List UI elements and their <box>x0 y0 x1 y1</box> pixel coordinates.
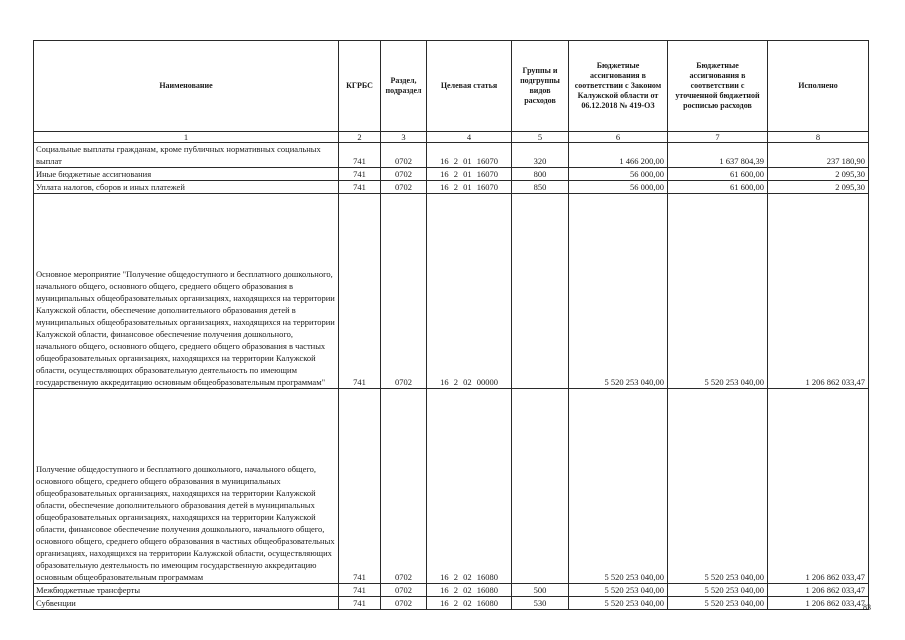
row-kgrbs: 741 <box>339 143 381 168</box>
column-number: 6 <box>569 132 668 143</box>
row-executed: 1 206 862 033,47 <box>768 597 869 610</box>
column-number: 1 <box>34 132 339 143</box>
table-row <box>34 181 869 194</box>
column-number: 2 <box>339 132 381 143</box>
row-law: 1 466 200,00 <box>569 143 668 168</box>
row-group: 800 <box>512 168 569 181</box>
table-row <box>34 194 869 389</box>
row-executed: 2 095,30 <box>768 181 869 194</box>
row-law: 5 520 253 040,00 <box>569 194 668 389</box>
row-refined: 5 520 253 040,00 <box>668 389 768 584</box>
column-number: 4 <box>427 132 512 143</box>
row-kgrbs: 741 <box>339 168 381 181</box>
header-refined: Бюджетные ассигнования в соответствии с уточненной бюджетной росписью расходов <box>668 41 768 132</box>
row-target: 16 2 02 16080 <box>427 597 512 610</box>
row-target: 16 2 02 00000 <box>427 194 512 389</box>
row-executed: 1 206 862 033,47 <box>768 584 869 597</box>
row-name: Социальные выплаты гражданам, кроме публичных нормативных социальных выплат <box>34 143 339 168</box>
column-number: 8 <box>768 132 869 143</box>
column-number: 7 <box>668 132 768 143</box>
row-law: 5 520 253 040,00 <box>569 389 668 584</box>
row-name: Субвенции <box>34 597 339 610</box>
row-refined: 61 600,00 <box>668 181 768 194</box>
row-target: 16 2 02 16080 <box>427 389 512 584</box>
row-executed: 2 095,30 <box>768 168 869 181</box>
row-group: 850 <box>512 181 569 194</box>
table-row <box>34 143 869 168</box>
table-row <box>34 597 869 610</box>
row-name: Получение общедоступного и бесплатного дошкольного, начального общего, основного общего, среднего общего образования в муниципальных общеобразовательных организациях, находящихся на территории Калужской области, обеспечение дополнительного образования детей в муниципальных общеобразовательных организациях, находящихся на территории Калужской области, финансовое обеспечение получения дошкольного, начального общего, основного общего, среднего общего образования в частных общеобразовательных организациях, находящихся на территории Калужской области, осуществляющих образовательную деятельность по имеющим государственную аккредитацию основным общеобразовательным программам <box>34 389 339 584</box>
column-number: 5 <box>512 132 569 143</box>
table-row <box>34 584 869 597</box>
row-group <box>512 389 569 584</box>
header-executed: Исполнено <box>768 41 869 132</box>
row-law: 56 000,00 <box>569 168 668 181</box>
row-section: 0702 <box>381 597 427 610</box>
row-executed: 1 206 862 033,47 <box>768 389 869 584</box>
table-row <box>34 389 869 584</box>
row-target: 16 2 01 16070 <box>427 168 512 181</box>
row-refined: 5 520 253 040,00 <box>668 194 768 389</box>
row-law: 5 520 253 040,00 <box>569 597 668 610</box>
row-kgrbs: 741 <box>339 181 381 194</box>
row-law: 56 000,00 <box>569 181 668 194</box>
row-name: Основное мероприятие "Получение общедоступного и бесплатного дошкольного, начального общего, основного общего, среднего общего образования в муниципальных общеобразовательных организациях, находящихся на территории Калужской области, обеспечение дополнительного образования детей в муниципальных общеобразовательных организациях, находящихся на территории Калужской области, финансовое обеспечение получения дошкольного, начального общего, основного общего, среднего общего образования в частных общеобразовательных организациях, находящихся на территории Калужской области, осуществляющих образовательную деятельность по имеющим государственную аккредитацию основным общеобразовательным программам" <box>34 194 339 389</box>
row-refined: 1 637 804,39 <box>668 143 768 168</box>
budget-table <box>33 40 869 610</box>
header-row <box>34 41 869 132</box>
row-kgrbs: 741 <box>339 597 381 610</box>
page-number: 83 <box>863 603 871 612</box>
table-row <box>34 168 869 181</box>
row-group: 530 <box>512 597 569 610</box>
row-name: Межбюджетные трансферты <box>34 584 339 597</box>
row-executed: 1 206 862 033,47 <box>768 194 869 389</box>
row-group: 320 <box>512 143 569 168</box>
row-name: Иные бюджетные ассигнования <box>34 168 339 181</box>
row-section: 0702 <box>381 389 427 584</box>
row-kgrbs: 741 <box>339 389 381 584</box>
row-section: 0702 <box>381 168 427 181</box>
row-executed: 237 180,90 <box>768 143 869 168</box>
row-name: Уплата налогов, сборов и иных платежей <box>34 181 339 194</box>
header-law: Бюджетные ассигнования в соответствии с Законом Калужской области от 06.12.2018 № 419-ОЗ <box>569 41 668 132</box>
row-refined: 61 600,00 <box>668 168 768 181</box>
row-section: 0702 <box>381 194 427 389</box>
row-section: 0702 <box>381 584 427 597</box>
row-section: 0702 <box>381 143 427 168</box>
header-target: Целевая статья <box>427 41 512 132</box>
header-section: Раздел, подраздел <box>381 41 427 132</box>
row-target: 16 2 01 16070 <box>427 143 512 168</box>
row-refined: 5 520 253 040,00 <box>668 584 768 597</box>
row-law: 5 520 253 040,00 <box>569 584 668 597</box>
column-number: 3 <box>381 132 427 143</box>
row-kgrbs: 741 <box>339 584 381 597</box>
row-group: 500 <box>512 584 569 597</box>
row-section: 0702 <box>381 181 427 194</box>
row-group <box>512 194 569 389</box>
header-groups: Группы и подгруппы видов расходов <box>512 41 569 132</box>
row-kgrbs: 741 <box>339 194 381 389</box>
header-name: Наименование <box>34 41 339 132</box>
row-refined: 5 520 253 040,00 <box>668 597 768 610</box>
row-target: 16 2 02 16080 <box>427 584 512 597</box>
column-number-row <box>34 132 869 143</box>
header-kgrbs: КГРБС <box>339 41 381 132</box>
row-target: 16 2 01 16070 <box>427 181 512 194</box>
